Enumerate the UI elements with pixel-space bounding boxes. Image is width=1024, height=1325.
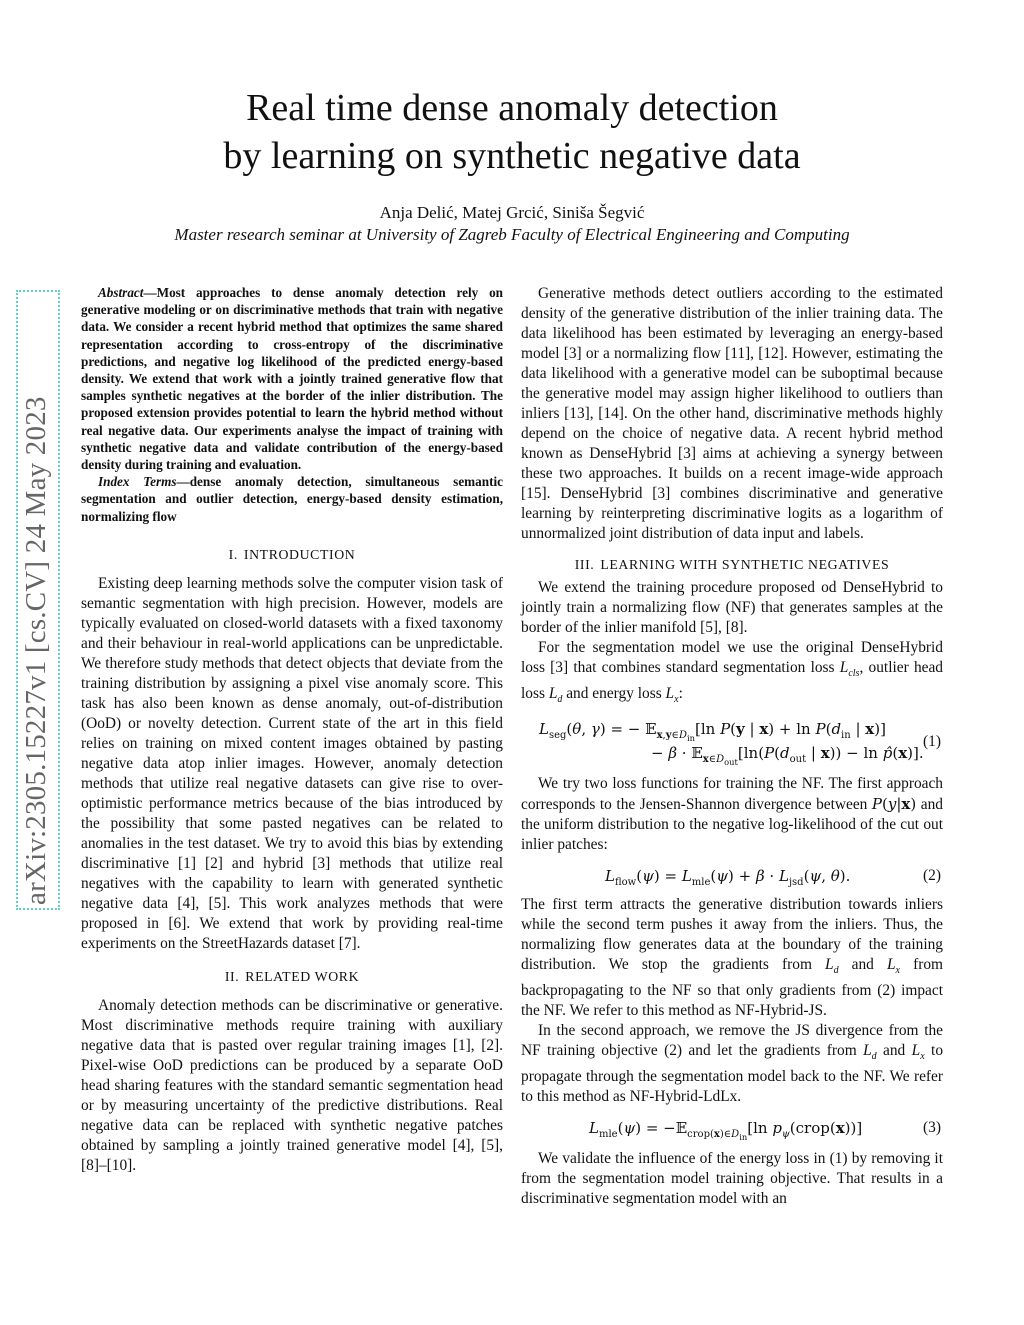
right-column [521, 284, 943, 1209]
method-paragraph-5: In the second approach, we remove the JS divergence from the NF training objective (2) and let the gradients from $L_d$ and $L_x$ to propagate through the segmentation model back to the NF. We refer to this method as NF-Hybrid-LdLx. [521, 1022, 944, 1106]
title-line-2: by learning on synthetic negative data [223, 135, 801, 177]
affiliation: Master research seminar at University of Zagreb Faculty of Electrical Engineering and Computing [174, 225, 850, 244]
equation-1-number: (1) [923, 733, 941, 751]
equation-3: $L_{mle}(\psi)$ = −𝔼$_{crop(x)\in D_{in}}$[ln $p_\psi(crop(x))$] (3) [589, 1119, 941, 1143]
paper-title [80, 84, 944, 180]
index-terms [81, 473, 503, 525]
section-heading-synthetic-negatives: III. LEARNING WITH SYNTHETIC NEGATIVES [574, 557, 890, 572]
equation-2-number: (2) [923, 867, 941, 885]
method-paragraph-1: We extend the training procedure proposed od DenseHybrid to jointly train a normalizing flow (NF) that generates samples at the border of the inlier manifold [5], [8]. [521, 579, 943, 636]
abstract-text: —Most approaches to dense anomaly detection rely on generative modeling or on discriminative methods that train with negative data. We consider a recent hybrid method that optimizes the same shared representation according to cross-entropy of the discriminative predictions, and negative log likelihood of the predicted energy-based density. We extend that work with a jointly trained generative flow that samples synthetic negatives at the border of the inlier distribution. The proposed extension provides potential to learn the hybrid method without real negative data. Our experiments analyse the impact of training with synthetic negative data and validate contribution of the energy-based density during training and evaluation. [81, 285, 503, 473]
intro-paragraph: Existing deep learning methods solve the computer vision task of semantic segmentation with high precision. However, models are typically evaluated on closed-world datasets with a fixed taxonomy and their behaviour in real-world applications can be unpredictable. We therefore study methods that detect objects that deviate from the training distribution by assigning a pixel vise anomaly score. This task has also been known as dense anomaly, out-of-distribution (OoD) or novelty detection. Current state of the art in this field relies on training on mixed content images obtained by pasting negative data atop inlier images. However, anomaly detection methods that utilize real negative datasets can give rise to over-optimistic performance metrics because of the bias introduced by the possibility that some pasted negatives can be related to anomalies in the test dataset. We try to avoid this bias by extending discriminative [1] [2] and hybrid [3] methods that utilize real negatives with the capability to learn with generated synthetic negative data [4], [5]. This work analyzes methods that were proposed in [6]. We extend that work by providing real-time experiments on the StreetHazards dataset [7]. [81, 574, 503, 952]
equation-3-number: (3) [923, 1119, 941, 1137]
method-paragraph-4: The first term attracts the generative distribution towards inliers while the second term pushes it away from the inliers. Thus, the normalizing flow generates data at the boundary of the training distribution. We stop the gradients from $L_d$ and $L_x$ from backpropagating to the NF so that only gradients from (2) impact the NF. We refer to this method as NF-Hybrid-JS. [521, 896, 943, 1020]
equation-2: $L_{flow}(\psi) = L_{mle}(\psi) + \beta \cdot L_{jsd}(\psi$, θ). (2) [605, 867, 941, 889]
generative-paragraph: Generative methods detect outliers according to the estimated density of the generative distribution of the inlier training data. The data likelihood has been estimated by leveraging an energy-based model [3] or a normalizing flow [11], [12]. However, estimating the data likelihood with a generative model can be suboptimal because the generative model may assign higher likelihood to outliers than inliers [13], [14]. On the other hand, discriminative methods highly depend on the choice of negative data. A recent hybrid method known as DenseHybrid [3] aims at achieving a synergy between these two approaches. It builds on a recent image-wide approach [15]. DenseHybrid [3] combines discriminative and generative learning by reinterpreting discriminative logits as a logarithm of unnormalized joint distribution of data input and labels. [521, 285, 943, 542]
abstract [81, 284, 503, 473]
arxiv-stamp[interactable]: arXiv:2305.15227v1 [cs.CV] 24 May 2023 [20, 396, 52, 905]
method-paragraph-2: For the segmentation model we use the original DenseHybrid loss [3] that combines standard segmentation loss $L_{cls}$, outlier head loss $L_d$ and energy loss $L_x$: [521, 639, 944, 706]
section-heading-related-work: II. RELATED WORK [224, 968, 360, 984]
equation-1: $L_{seg}(\theta$, γ) = − 𝔼$_{x,y\in D_{in}}$[ln P(y | $x) + \ln P(d_{in}$ | x)] − $\beta \cdot 𝔼_{x\in D_{out}}[\ln(P(d_{out}$ | x)) − ln p̂(x)]. (1) [539, 720, 941, 768]
method-paragraph-3: We try two loss functions for training the NF. The first approach corresponds to the Jensen-Shannon divergence between P(y|x) and the uniform distribution to the negative log-likelihood of the cut out inlier patches: [521, 775, 943, 854]
index-terms-label: Index Terms [98, 474, 177, 490]
section-heading-introduction: I. INTRODUCTION [228, 546, 356, 562]
author-list: Anja Delić, Matej Grcić, Siniša Šegvić [379, 203, 645, 222]
index-terms-text: —dense anomaly detection, simultaneous semantic segmentation and outlier detection, energy-based density estimation, normalizing flow [81, 474, 503, 524]
title-line-1: Real time dense anomaly detection [246, 87, 778, 129]
related-work-paragraph: Anomaly detection methods can be discriminative or generative. Most discriminative methods require training with auxiliary negative data that is pasted over regular training images [1], [2]. Pixel-wise OoD predictions can be produced by a separate OoD head sharing features with the standard semantic segmentation head or by measuring uncertainty of the predictive distributions. Real negative data can be replaced with synthetic negative patches obtained by sampling a jointly trained generative model [4], [5], [8]–[10]. [81, 996, 503, 1174]
left-column [81, 284, 503, 1176]
method-paragraph-6: We validate the influence of the energy loss in (1) by removing it from the segmentation model training objective. That results in a discriminative segmentation model with an [521, 1150, 943, 1208]
abstract-label: Abstract [98, 285, 144, 300]
